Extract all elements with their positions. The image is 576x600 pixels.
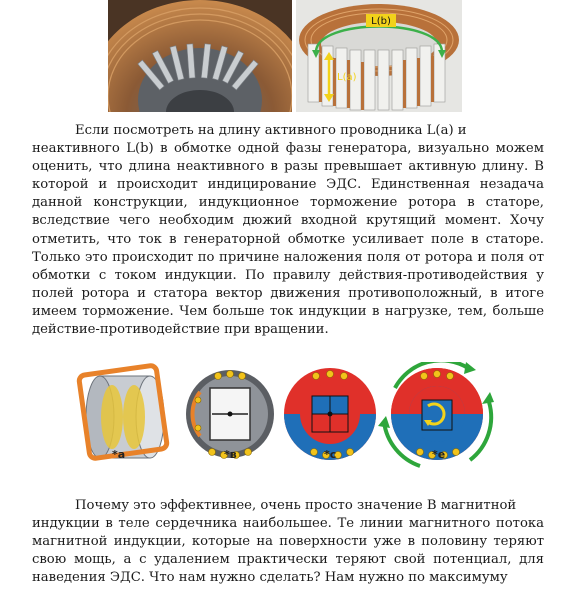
stator-length-image bbox=[296, 0, 462, 112]
paragraph-2-body: индукции в теле сердечника наибольшее. Те линии магнитного потока магнитной индукции, которые на поверхности уже в половину теряют свою мощь, а с удалением практически теряют свой потенциал, для наведения ЭДС. Что нам нужно сделать? Нам нужно по максимуму bbox=[32, 516, 544, 586]
diagram-e-caption: *e bbox=[432, 448, 446, 461]
lb-label: L(b) bbox=[371, 16, 391, 27]
diagram-a-caption: *a bbox=[112, 448, 126, 461]
paragraph-1-line-1: Если посмотреть на длину активного проводника L(a) и bbox=[75, 123, 467, 138]
diagram-c-caption: *c bbox=[324, 448, 337, 461]
paragraph-1-body: неактивного L(b) в обмотке одной фазы генератора, визуально можем оценить, что длина неактивного в разы превышает активную длину. В которой и происходит индицирование ЭДС. Единственная незадача данной конструкции, индукционное торможение ротора в статоре, вследствие чего необходим дюжий входной крутящий момент. Хочу отметить, что ток в генераторной обмотке усиливает поле в статоре. Только это происходит по причине наложения поля от ротора и поля от обмотки с током индукции. По правилу действия-противодействия у полей ротора и статора вектор движения противоположный, в итоге имеем торможение. Чем больше ток индукции в нагрузке, тем, больше действие-противодействие при вращении. bbox=[32, 141, 544, 338]
paragraph-2-line-1: Почему это эффективнее, очень просто значение В магнитной bbox=[75, 498, 517, 513]
diagram-b-stator-disc bbox=[186, 370, 274, 459]
diagram-c-rotor-poles bbox=[284, 368, 376, 460]
stator-photo-right bbox=[296, 0, 462, 112]
stator-winding-image bbox=[108, 0, 292, 112]
paragraph-2 bbox=[32, 497, 544, 587]
paragraph-1 bbox=[32, 122, 544, 339]
diagram-a-coil-cylinder bbox=[79, 365, 168, 459]
generator-diagrams bbox=[0, 362, 576, 492]
diagram-b-caption: *в bbox=[224, 448, 237, 461]
stator-photo-left bbox=[108, 0, 292, 112]
la-label: L(a) bbox=[337, 72, 357, 83]
